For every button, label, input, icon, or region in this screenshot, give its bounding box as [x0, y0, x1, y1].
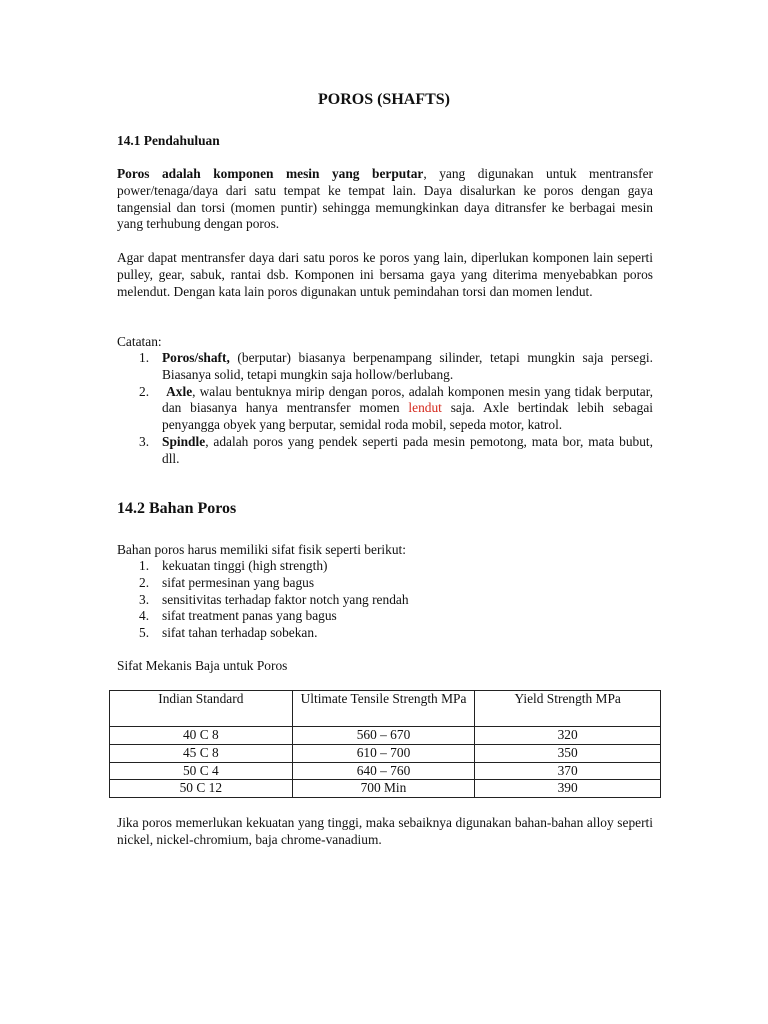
section-heading-pendahuluan: 14.1 Pendahuluan [117, 133, 220, 148]
table-cell: 700 Min [292, 780, 475, 798]
properties-list [117, 558, 653, 642]
paragraph-intro: Bahan poros harus memiliki sifat fisik seperti berikut: [117, 542, 406, 557]
paragraph-definition [117, 166, 653, 233]
table-cell: 390 [475, 780, 661, 798]
table-row [110, 744, 661, 762]
note-text: (berputar) biasanya berpenampang silinder, tetapi mungkin saja persegi. Biasanya solid, tetapi mungkin saja hollow/berlubang. [162, 350, 653, 382]
highlighted-word: lendut [408, 400, 442, 416]
table-cell: 45 C 8 [110, 744, 293, 762]
list-item-text: sensitivitas terhadap faktor notch yang rendah [162, 591, 409, 607]
paragraph-components: Agar dapat mentransfer daya dari satu poros ke poros yang lain, diperlukan komponen lain seperti pulley, gear, sabuk, rantai dsb. Komponen ini bersama gaya yang diterima menyebabkan poros melendut. Dengan kata lain poros digunakan untuk pemindahan torsi dan momen lendut. [117, 250, 653, 299]
column-header: Yield Strength MPa [475, 691, 661, 727]
note-term: Poros/shaft, [162, 350, 230, 365]
list-number: 5. [139, 625, 150, 641]
list-number: 3. [139, 433, 150, 449]
definition-bold: Poros adalah komponen mesin yang berputar [117, 166, 424, 181]
note-term: Spindle [162, 433, 206, 449]
page-title: POROS (SHAFTS) [317, 91, 450, 108]
table-cell: 610 – 700 [292, 744, 475, 762]
section-heading-bahan-poros: 14.2 Bahan Poros [117, 500, 237, 517]
list-item [117, 350, 653, 384]
table-cell: 640 – 760 [292, 762, 475, 780]
list-item [117, 625, 653, 642]
note-text: , adalah poros yang pendek seperti pada mesin pemotong, mata bor, mata bubut, dll. [162, 433, 653, 466]
column-header: Ultimate Tensile Strength MPa [292, 691, 475, 727]
table-cell: 560 – 670 [292, 727, 475, 745]
list-item [117, 575, 653, 592]
table-cell: 50 C 4 [110, 762, 293, 780]
table-cell: 370 [475, 762, 661, 780]
table-caption: Sifat Mekanis Baja untuk Poros [117, 658, 288, 673]
definition-rest: , yang digunakan untuk mentransfer power/tenaga/daya dari satu tempat ke tempat lain. Daya disalurkan ke poros dengan gaya tangensial dan torsi (momen puntir) sehingga memungkinkan daya ditransfer ke berbagai mesin yang terhubung dengan poros. [117, 166, 653, 232]
table-cell: 350 [475, 744, 661, 762]
list-item [117, 608, 653, 625]
notes-list [117, 350, 653, 468]
list-item-text: sifat permesinan yang bagus [162, 574, 315, 590]
list-item-text: sifat treatment panas yang bagus [162, 608, 337, 624]
table-cell: 40 C 8 [110, 727, 293, 745]
note-text: saja. Axle bertindak lebih sebagai penyangga obyek yang berputar, semidal roda mobil, sepeda motor, katrol. [162, 400, 653, 433]
paragraph-closing: Jika poros memerlukan kekuatan yang tinggi, maka sebaiknya digunakan bahan-bahan alloy seperti nickel, nickel-chromium, baja chrome-vanadium. [117, 815, 653, 847]
note-label: Catatan: [117, 334, 162, 349]
note-text: , walau bentuknya mirip dengan poros, adalah komponen mesin yang tidak berputar, dan biasanya hanya mentransfer momen [162, 383, 653, 416]
list-number: 1. [139, 350, 150, 365]
list-number: 2. [139, 383, 150, 399]
steel-properties-table [109, 690, 661, 798]
list-number: 3. [139, 591, 150, 607]
list-item-text: kekuatan tinggi (high strength) [162, 558, 328, 573]
list-item-text: sifat tahan terhadap sobekan. [162, 625, 318, 641]
table-row [110, 727, 661, 745]
table-row [110, 780, 661, 798]
list-item [117, 592, 653, 609]
list-number: 4. [139, 608, 150, 624]
list-item [117, 558, 653, 575]
list-item [117, 384, 653, 434]
table-cell: 50 C 12 [110, 780, 293, 798]
table-row [110, 762, 661, 780]
column-header: Indian Standard [110, 691, 293, 727]
table-cell: 320 [475, 727, 661, 745]
note-term: Axle [166, 383, 193, 399]
list-number: 2. [139, 574, 150, 590]
list-item [117, 434, 653, 468]
table-header-row [110, 691, 661, 727]
list-number: 1. [139, 558, 150, 573]
